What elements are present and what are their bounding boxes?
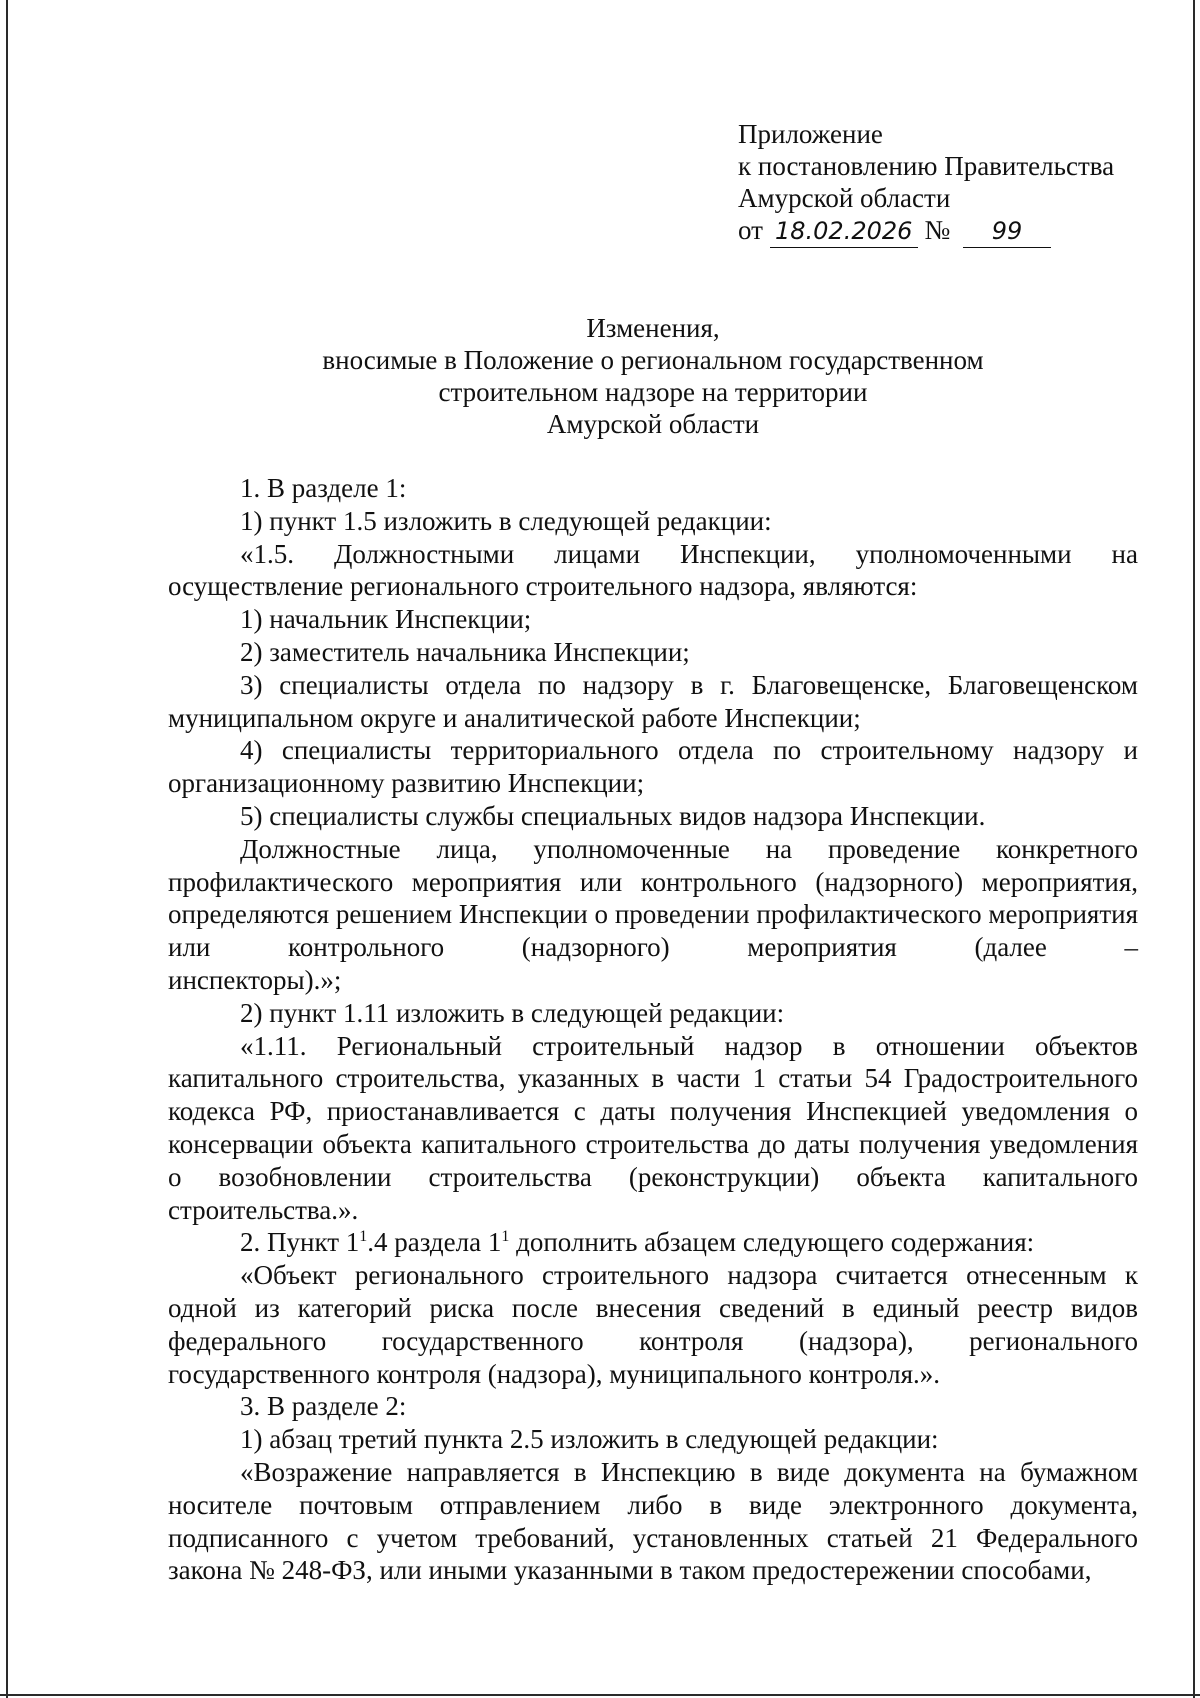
title-line-1: Изменения, (586, 313, 720, 343)
scan-border-left (6, 0, 8, 1698)
appendix-date-line (738, 214, 1114, 248)
paragraph-1-11-text: «1.11. Региональный строительный надзор в отношении объектов капитального строительства, указанных в части 1 статьи 54 Градостроительного кодекса РФ, приостанавливается с даты получения Инспекцией уведомления о консервации объекта капитального строительства до даты получения уведомления о возобновлении строительства (реконструкции) объекта капитального строительства.». (168, 1030, 1138, 1225)
document-title (168, 312, 1138, 440)
paragraph-section-2 (168, 1226, 1138, 1259)
paragraph-section-3: 3. В разделе 2: (240, 1391, 407, 1422)
document-body (168, 472, 1138, 1587)
p12-part-b: .4 раздела 1 (367, 1227, 502, 1258)
paragraph-objection: «Возражение направляется в Инспекцию в виде документа на бумажном носителе почтовым отправлением либо в виде электронного документа, подписанного с учетом требований, установленных статьей 21 Федерального закона № 248-ФЗ, или иными указанными в таком предостережении способами, (168, 1456, 1138, 1586)
paragraph-item-1-11-intro: 2) пункт 1.11 изложить в следующей редакции: (240, 997, 785, 1028)
date-prefix: от (738, 215, 763, 245)
appendix-line-3: Амурской области (738, 183, 951, 213)
p12-sup-1: 1 (359, 1228, 368, 1246)
list-item-2: 2) заместитель начальника Инспекции; (240, 636, 690, 667)
handwritten-number: 99 (963, 215, 1051, 248)
appendix-header (738, 118, 1114, 248)
list-item-4: 4) специалисты территориального отдела по строительному надзору и организационному развитию Инспекции; (168, 735, 1138, 799)
appendix-line-2: к постановлению Правительства (738, 151, 1115, 181)
title-line-4: Амурской области (546, 409, 760, 439)
paragraph-item-1-5-intro: 1) пункт 1.5 изложить в следующей редакции: (240, 505, 772, 536)
list-item-1: 1) начальник Инспекции; (240, 604, 532, 635)
paragraph-section-1: 1. В разделе 1: (240, 473, 407, 503)
paragraph-item-2-5-intro: 1) абзац третий пункта 2.5 изложить в следующей редакции: (240, 1424, 939, 1455)
p12-part-a: 2. Пункт 1 (240, 1227, 360, 1258)
p12-sup-2: 1 (501, 1228, 510, 1246)
list-item-5: 5) специалисты службы специальных видов надзора Инспекции. (240, 800, 986, 831)
scan-border-bottom (0, 1694, 1200, 1696)
number-label: № (924, 215, 951, 245)
title-line-2: вносимые в Положение о региональном государственном (322, 345, 984, 375)
p12-part-c: дополнить абзацем следующего содержания: (509, 1227, 1035, 1258)
paragraph-risk-category: «Объект регионального строительного надзора считается отнесенным к одной из категорий риска после внесения сведений в единый реестр видов федерального государственного контроля (надзора), регионального государственного контроля (надзора), муниципального контроля.». (168, 1260, 1138, 1389)
appendix-line-1: Приложение (738, 119, 883, 149)
scan-border-right (1193, 0, 1195, 1698)
handwritten-date: 18.02.2026 (770, 215, 918, 248)
paragraph-officials-end: инспекторы).»; (168, 964, 342, 995)
title-line-3: строительном надзоре на территории (438, 377, 868, 407)
paragraph-officials: Должностные лица, уполномоченные на проведение конкретного профилактического мероприятия или контрольного (надзорного) мероприятия, определяются решением Инспекции о проведении профилактического мероприятия или контрольного (надзорного) мероприятия (далее – (168, 833, 1138, 963)
list-item-3: 3) специалисты отдела по надзору в г. Благовещенске, Благовещенском муниципальном округе и аналитической работе Инспекции; (168, 669, 1138, 733)
paragraph-1-5-text: «1.5. Должностными лицами Инспекции, уполномоченными на осуществление регионального строительного надзора, являются: (168, 538, 1138, 602)
